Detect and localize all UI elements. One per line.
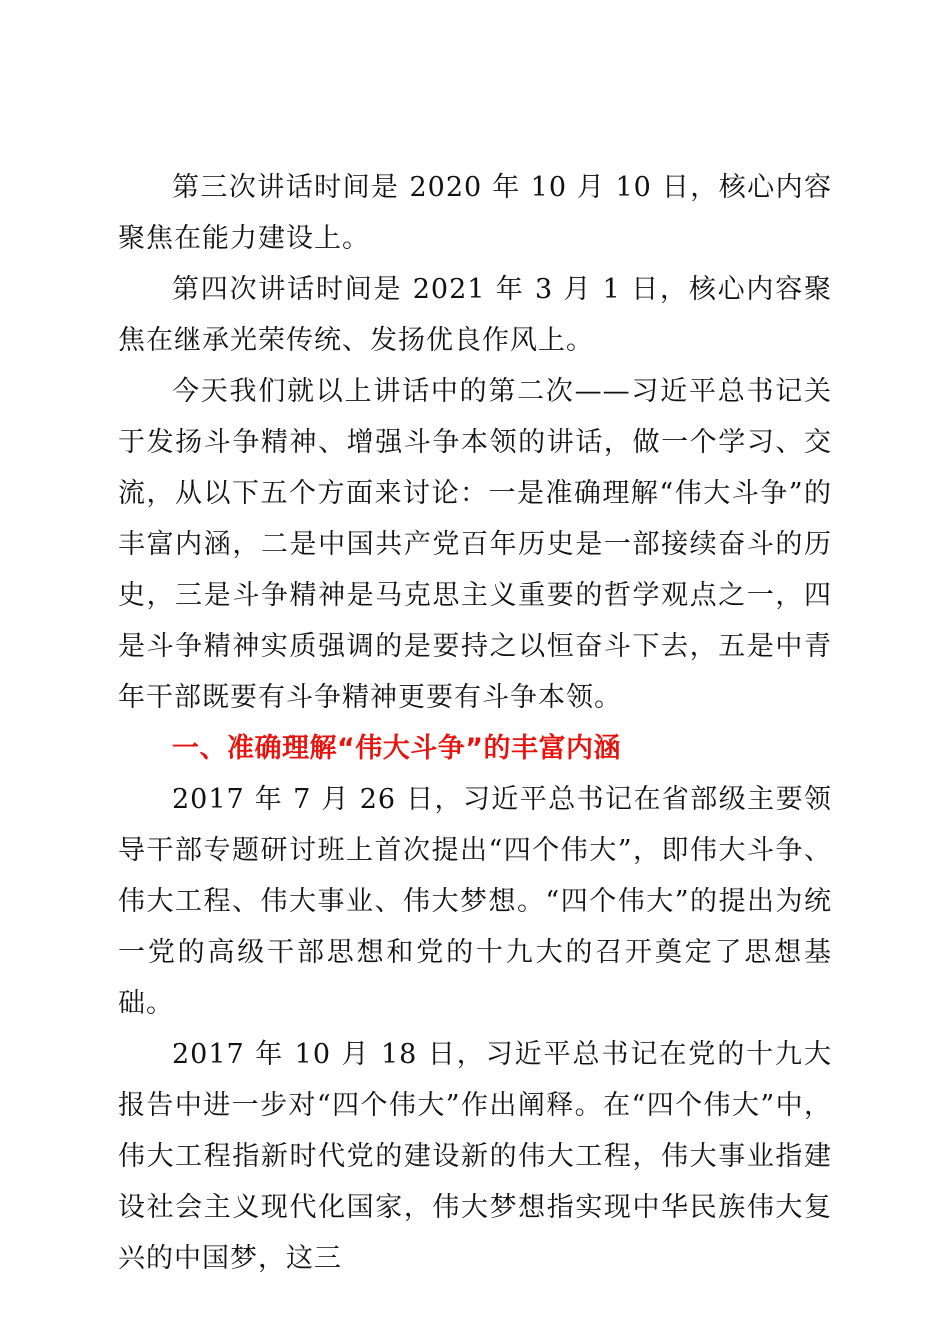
paragraph-four-greats-intro: 2017 年 7 月 26 日，习近平总书记在省部级主要领导干部专题研讨班上首次提出“四个伟大”，即伟大斗争、伟大工程、伟大事业、伟大梦想。“四个伟大”的提出为统一党的高级干部思想和党的十九大的召开奠定了思想基础。 [118,784,832,1019]
section-heading: 一、准确理解“伟大斗争”的丰富内涵 [172,733,621,764]
paragraph-overview: 今天我们就以上讲话中的第二次——习近平总书记关于发扬斗争精神、增强斗争本领的讲话，做一个学习、交流，从以下五个方面来讨论：一是准确理解“伟大斗争”的丰富内涵，二是中国共产党百年历史是一部接续奋斗的历史，三是斗争精神是马克思主义重要的哲学观点之一，四是斗争精神实质强调的是要持之以恒奋斗下去，五是中青年干部既要有斗争精神更要有斗争本领。 [118,376,832,713]
document-page [118,162,832,1284]
paragraph-third-speech: 第三次讲话时间是 2020 年 10 月 10 日，核心内容聚焦在能力建设上。 [118,172,832,254]
paragraph-fourth-speech: 第四次讲话时间是 2021 年 3 月 1 日，核心内容聚焦在继承光荣传统、发扬优良作风上。 [118,274,832,356]
paragraph-four-greats-explanation: 2017 年 10 月 18 日，习近平总书记在党的十九大报告中进一步对“四个伟大”作出阐释。在“四个伟大”中，伟大工程指新时代党的建设新的伟大工程，伟大事业指建设社会主义现代化国家，伟大梦想指实现中华民族伟大复兴的中国梦，这三 [118,1039,832,1274]
